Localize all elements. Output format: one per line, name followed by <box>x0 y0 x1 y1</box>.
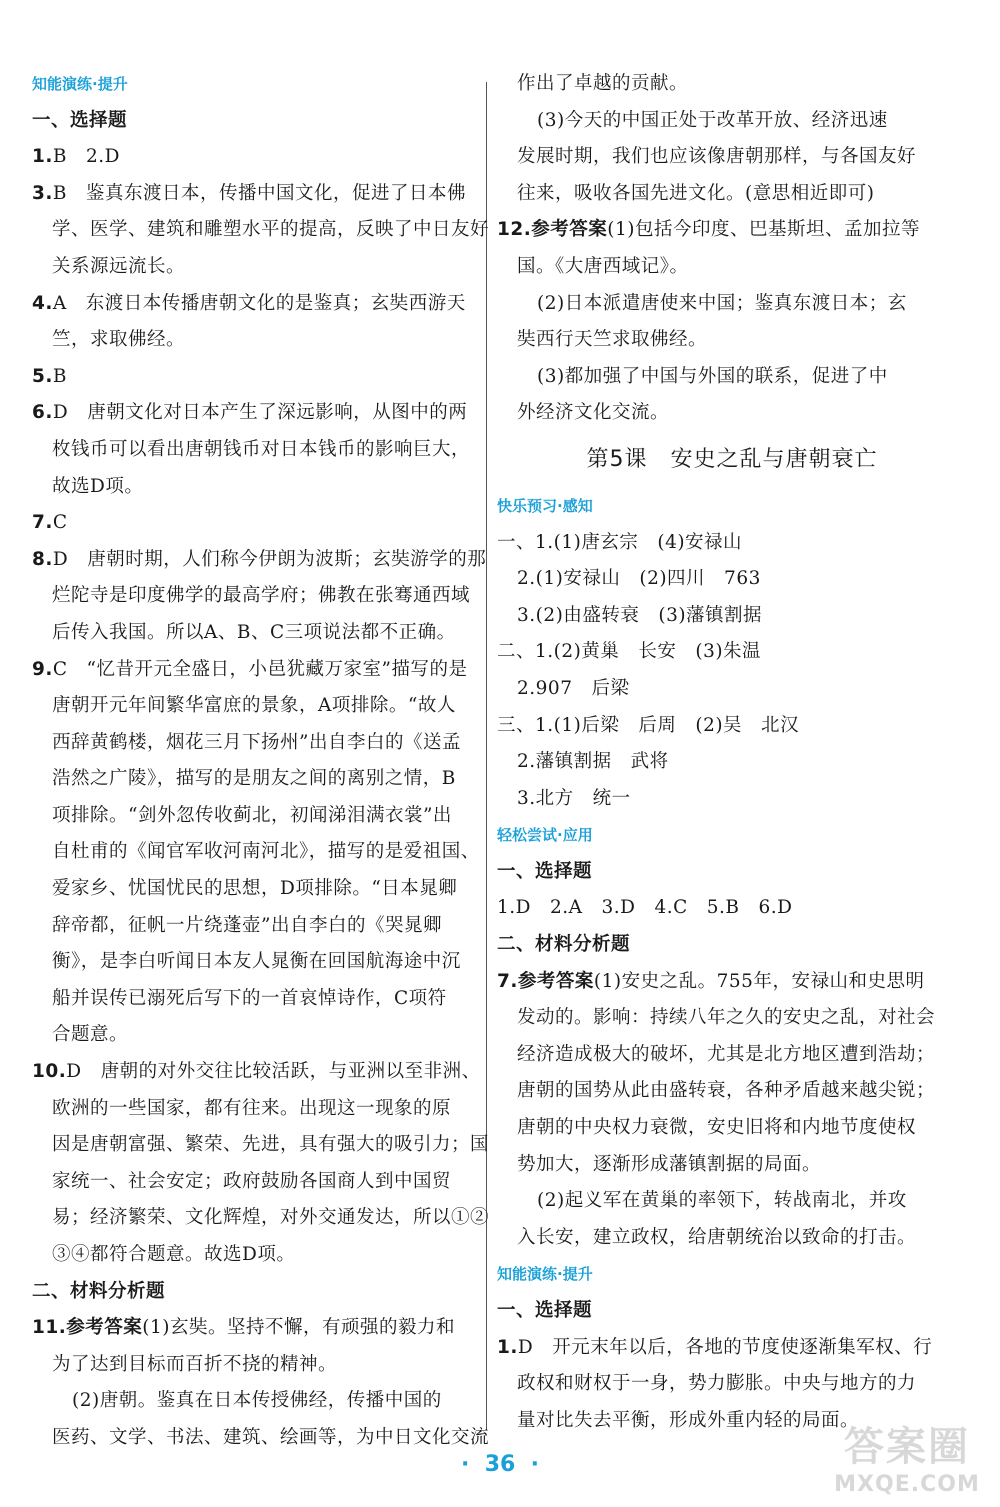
watermark-bottom: MXQE.COM <box>834 1472 980 1497</box>
text-line: 奘西行天竺求取佛经。 <box>517 329 708 351</box>
item-number: 5. <box>32 365 53 387</box>
text-line: 枚钱币可以看出唐朝钱币对日本钱币的影响巨大， <box>52 438 471 460</box>
item-text: D 唐朝文化对日本产生了深远影响，从图中的两 <box>52 402 468 424</box>
text-line: 为了达到目标而百折不挠的精神。 <box>52 1353 338 1375</box>
item-text: A 东渡日本传播唐朝文化的是鉴真；玄奘西游天 <box>52 292 466 314</box>
watermark-top: 答案圈 <box>844 1424 970 1470</box>
answer-line: 3.(2)由盛转衰 (3)藩镇割据 <box>517 604 763 626</box>
text-line: 合题意。 <box>52 1024 129 1046</box>
answer-item <box>32 359 480 396</box>
paragraph-line: (3)今天的中国正处于改革开放、经济迅速 <box>537 109 888 131</box>
item-number: 10. <box>32 1061 67 1083</box>
section-label: 知能演练·提升 <box>497 1265 593 1284</box>
text-line: 船并误传已溺死后写下的一首哀悼诗作，C项符 <box>52 987 447 1009</box>
text-line: 欧洲的一些国家，都有往来。出现这一现象的原 <box>52 1097 452 1119</box>
text-line: 医药、文学、书法、建筑、绘画等，为中日文化交流 <box>52 1426 490 1448</box>
item-number: 3. <box>32 182 53 204</box>
text-line: 学、医学、建筑和雕塑水平的提高，反映了中日友好 <box>52 219 490 241</box>
text-line: 发展时期，我们也应该像唐朝那样，与各国友好 <box>517 146 917 168</box>
item-number: 4. <box>32 292 53 314</box>
text-line: 竺，求取佛经。 <box>52 329 186 351</box>
answer-line: 1.D 2.A 3.D 4.C 5.B 6.D <box>497 897 793 919</box>
right-column <box>497 66 967 1439</box>
item-text: D 唐朝时期，人们称今伊朗为波斯；玄奘游学的那 <box>52 548 487 570</box>
text-line: 项排除。“剑外忽传收蓟北，初闻涕泪满衣裳”出 <box>52 804 452 826</box>
item-number: 6. <box>32 402 53 424</box>
text-line: 浩然之广陵》，描写的是朋友之间的离别之情，B <box>52 768 456 790</box>
answer-item <box>32 652 480 689</box>
item-text: B 2.D <box>52 146 120 168</box>
text-line: 往来，吸收各国先进文化。(意思相近即可) <box>517 182 875 204</box>
item-text: C <box>52 512 68 534</box>
section-heading: 一、选择题 <box>497 1300 593 1321</box>
answer-item <box>497 1330 967 1367</box>
text-line: 易；经济繁荣、文化辉煌，对外交通发达，所以①② <box>52 1207 490 1229</box>
item-text: C “忆昔开元全盛日，小邑犹藏万家室”描写的是 <box>52 658 468 680</box>
section-label: 轻松尝试·应用 <box>497 826 593 845</box>
answer-line: 2.(1)安禄山 (2)四川 763 <box>517 568 761 590</box>
item-number: 11. <box>32 1317 67 1339</box>
answer-item <box>32 505 480 542</box>
text-line: 量对比失去平衡，形成外重内轻的局面。 <box>517 1409 860 1431</box>
paragraph-line: (2)唐朝。鉴真在日本传授佛经，传播中国的 <box>72 1390 442 1412</box>
text-line: 国。《大唐西域记》。 <box>517 255 689 277</box>
text-line: 外经济文化交流。 <box>517 402 670 424</box>
text-line: 衡》，是李白听闻日本友人晁衡在回国航海途中沉 <box>52 951 461 973</box>
text-line: 家统一、社会安定；政府鼓励各国商人到中国贸 <box>52 1170 452 1192</box>
reference-answer-label: 参考答案 <box>66 1317 143 1339</box>
item-number: 12. <box>497 219 532 241</box>
text-line: 后传入我国。所以A、B、C三项说法都不正确。 <box>52 621 456 643</box>
text-line: 辞帝都，征帆一片绕蓬壶”出自李白的《哭晁卿 <box>52 914 442 936</box>
watermark-logo <box>832 1422 982 1502</box>
item-number: 8. <box>32 548 53 570</box>
lesson-title: 第5课 安史之乱与唐朝衰亡 <box>586 446 878 472</box>
section-label: 快乐预习·感知 <box>497 496 593 515</box>
text-line: 势加大，逐渐形成藩镇割据的局面。 <box>517 1153 822 1175</box>
paragraph-line: (2)日本派遣唐使来中国；鉴真东渡日本；玄 <box>537 292 907 314</box>
left-column <box>32 66 490 1457</box>
section-heading: 二、材料分析题 <box>32 1280 166 1302</box>
text-line: ③④都符合题意。故选D项。 <box>52 1244 296 1265</box>
text-line: 政权和财权于一身，势力膨胀。中央与地方的力 <box>517 1373 917 1395</box>
text-line: 作出了卓越的贡献。 <box>517 73 689 94</box>
text-line: 唐朝开元年间繁华富庶的景象，A项排除。“故人 <box>52 695 456 717</box>
answer-item <box>32 1054 480 1091</box>
reference-answer-label: 参考答案 <box>517 970 594 992</box>
paragraph-line: (3)都加强了中国与外国的联系，促进了中 <box>537 365 888 387</box>
section-heading: 一、选择题 <box>497 860 593 882</box>
answer-line: 2.藩镇割据 武将 <box>517 751 669 773</box>
item-number: 7. <box>32 512 53 534</box>
item-text: (1)安史之乱。755年，安禄山和史思明 <box>593 970 925 992</box>
item-number: 1. <box>497 1336 518 1358</box>
answer-item <box>497 964 967 1001</box>
answer-line: 二、1.(2)黄巢 长安 (3)朱温 <box>497 641 762 663</box>
answer-item <box>32 286 480 323</box>
answer-item <box>32 139 480 176</box>
item-text: B <box>52 365 68 387</box>
section-label: 知能演练·提升 <box>32 75 128 93</box>
answer-line: 3.北方 统一 <box>517 787 631 809</box>
item-number: 7. <box>497 970 518 992</box>
paragraph-line: (2)起义军在黄巢的率领下，转战南北，并攻 <box>537 1190 907 1212</box>
text-line: 入长安，建立政权，给唐朝统治以致命的打击。 <box>517 1226 917 1248</box>
item-text: D 唐朝的对外交往比较活跃，与亚洲以至非洲、 <box>66 1061 481 1083</box>
item-text: (1)包括今印度、巴基斯坦、孟加拉等 <box>607 219 921 241</box>
answer-item <box>32 176 480 213</box>
text-line: 唐朝的国势从此由盛转衰，各种矛盾越来越尖锐； <box>517 1080 936 1102</box>
answer-line: 2.907 后梁 <box>517 677 630 699</box>
answer-line: 一、1.(1)唐玄宗 (4)安禄山 <box>497 531 743 553</box>
text-line: 烂陀寺是印度佛学的最高学府；佛教在张骞通西域 <box>52 585 471 607</box>
answer-line: 三、1.(1)后梁 后周 (2)吴 北汉 <box>497 714 800 736</box>
answer-item <box>32 542 487 579</box>
answer-item <box>32 395 480 432</box>
page-number: · 36 · <box>461 1452 539 1477</box>
text-line: 西辞黄鹤楼，烟花三月下扬州”出自李白的《送孟 <box>52 731 461 753</box>
section-heading: 一、选择题 <box>32 109 128 131</box>
item-number: 9. <box>32 658 53 680</box>
text-line: 故选D项。 <box>52 475 144 497</box>
item-text: D 开元末年以后，各地的节度使逐渐集军权、行 <box>517 1336 933 1358</box>
reference-answer-label: 参考答案 <box>531 219 608 241</box>
text-line: 因是唐朝富强、繁荣、先进，具有强大的吸引力；国 <box>52 1134 490 1156</box>
text-line: 经济造成极大的破坏，尤其是北方地区遭到浩劫； <box>517 1043 936 1065</box>
section-heading: 二、材料分析题 <box>497 934 631 956</box>
text-line: 爱家乡、忧国忧民的思想，D项排除。“日本晁卿 <box>52 878 458 900</box>
item-text: (1)玄奘。坚持不懈，有顽强的毅力和 <box>142 1317 456 1339</box>
item-text: B 鉴真东渡日本，传播中国文化，促进了日本佛 <box>52 182 467 204</box>
answer-item <box>32 1310 480 1347</box>
answer-item <box>497 212 967 249</box>
text-line: 自杜甫的《闻官军收河南河北》，描写的是爱祖国、 <box>52 841 480 863</box>
text-line: 发动的。影响：持续八年之久的安史之乱，对社会 <box>517 1007 936 1029</box>
text-line: 唐朝的中央权力衰微，安史旧将和内地节度使权 <box>517 1117 917 1139</box>
text-line: 关系源远流长。 <box>52 255 186 277</box>
item-number: 1. <box>32 146 53 168</box>
